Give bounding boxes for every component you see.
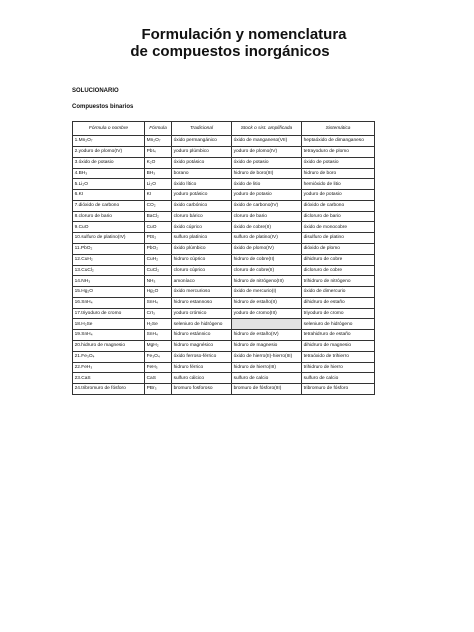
cell-formula-or-name: 9.CuO: [73, 222, 145, 233]
cell-formula-or-name: 24.tribromuro de fósforo: [73, 384, 145, 395]
cell-traditional: hidruro férrico: [172, 362, 232, 373]
col-header-formula: Fórmula: [145, 122, 172, 136]
section-heading: Compuestos binarios: [72, 104, 134, 110]
cell-systematic: disulfuro de platino: [302, 233, 375, 244]
cell-traditional: hidruro estannoso: [172, 297, 232, 308]
cell-formula: SnH₄: [145, 330, 172, 341]
cell-traditional: hidruro estánnico: [172, 330, 232, 341]
cell-systematic: dihidruro de cobre: [302, 254, 375, 265]
cell-formula-or-name: 11.PbO₂: [73, 244, 145, 255]
cell-formula-or-name: 1.Mn₂O₇: [73, 136, 145, 147]
table-row: [73, 157, 375, 168]
cell-systematic: tetrahidruro de estaño: [302, 330, 375, 341]
cell-traditional: yoduro plúmbico: [172, 146, 232, 157]
cell-systematic: tribromuro de fósforo: [302, 384, 375, 395]
title-line-1: Formulación y nomenclatura: [141, 26, 347, 43]
cell-formula: PBr₃: [145, 384, 172, 395]
table-row: [73, 233, 375, 244]
cell-formula: FeH₃: [145, 362, 172, 373]
cell-formula-or-name: 12.CuH₂: [73, 254, 145, 265]
cell-formula-or-name: 6.KI: [73, 190, 145, 201]
table-row: [73, 146, 375, 157]
cell-systematic: trihidruro de hierro: [302, 362, 375, 373]
table-header-row: [73, 122, 375, 136]
table-row: [73, 287, 375, 298]
cell-systematic: trihidruro de nitrógeno: [302, 276, 375, 287]
cell-formula: Fe₃O₄: [145, 351, 172, 362]
cell-traditional: hidruro cúprico: [172, 254, 232, 265]
cell-stock: hidruro de hierro(III): [232, 362, 302, 373]
cell-traditional: amoníaco: [172, 276, 232, 287]
cell-formula-or-name: 10.sulfuro de platino(IV): [73, 233, 145, 244]
subtitle: SOLUCIONARIO: [72, 88, 119, 94]
cell-formula-or-name: 7.dióxido de carbono: [73, 200, 145, 211]
cell-systematic: seleniuro de hidrógeno: [302, 319, 375, 330]
cell-stock: hidruro de boro(III): [232, 168, 302, 179]
cell-systematic: hemióxido de litio: [302, 179, 375, 190]
cell-systematic: óxido de monocobre: [302, 222, 375, 233]
cell-traditional: seleniuro de hidrógeno: [172, 319, 232, 330]
cell-stock: óxido de potasio: [232, 157, 302, 168]
table-row: [73, 265, 375, 276]
cell-stock: óxido de cobre(II): [232, 222, 302, 233]
cell-systematic: triyoduro de cromo: [302, 308, 375, 319]
cell-formula-or-name: 14.NH₃: [73, 276, 145, 287]
cell-traditional: yoduro crómico: [172, 308, 232, 319]
cell-formula: CaS: [145, 373, 172, 384]
cell-formula: BaCl₂: [145, 211, 172, 222]
compounds-table: [72, 121, 375, 395]
cell-systematic: sulfuro de calcio: [302, 373, 375, 384]
cell-traditional: óxido potásico: [172, 157, 232, 168]
cell-stock: bromuro de fósforo(III): [232, 384, 302, 395]
cell-traditional: óxido lítico: [172, 179, 232, 190]
cell-formula-or-name: 4.BH₃: [73, 168, 145, 179]
cell-systematic: dicloruro de cobre: [302, 265, 375, 276]
table-row: [73, 168, 375, 179]
col-header-systematic: Sistemática: [302, 122, 375, 136]
cell-formula-or-name: 15.Hg₂O: [73, 287, 145, 298]
col-header-formula-or-name: Fórmula o nombre: [73, 122, 145, 136]
cell-traditional: hidruro magnésico: [172, 341, 232, 352]
cell-formula-or-name: 13.CuCl₂: [73, 265, 145, 276]
cell-formula: Li₂O: [145, 179, 172, 190]
cell-stock: óxido de carbono(IV): [232, 200, 302, 211]
cell-formula: CrI₃: [145, 308, 172, 319]
cell-stock: óxido de manganeso(VII): [232, 136, 302, 147]
cell-traditional: óxido mercurioso: [172, 287, 232, 298]
table-row: [73, 222, 375, 233]
table-row: [73, 211, 375, 222]
table-row: [73, 244, 375, 255]
cell-formula-or-name: 5.Li₂O: [73, 179, 145, 190]
cell-formula-or-name: 17.triyoduro de cromo: [73, 308, 145, 319]
table-row: [73, 297, 375, 308]
table-row: [73, 254, 375, 265]
cell-formula: SnH₄: [145, 297, 172, 308]
table-row: [73, 136, 375, 147]
table-row: [73, 330, 375, 341]
table-row: [73, 341, 375, 352]
cell-formula-or-name: 2.yoduro de plomo(IV): [73, 146, 145, 157]
cell-stock: hidruro de estaño(IV): [232, 330, 302, 341]
cell-stock: cloruro de bario: [232, 211, 302, 222]
cell-stock: yoduro de cromo(III): [232, 308, 302, 319]
cell-traditional: borano: [172, 168, 232, 179]
cell-systematic: yoduro de potasio: [302, 190, 375, 201]
cell-stock: cloruro de cobre(II): [232, 265, 302, 276]
cell-formula-or-name: 21.Fe₃O₄: [73, 351, 145, 362]
cell-formula: Hg₂O: [145, 287, 172, 298]
cell-traditional: cloruro cúprico: [172, 265, 232, 276]
cell-formula: MgH₂: [145, 341, 172, 352]
table-row: [73, 319, 375, 330]
cell-systematic: dihidruro de magnesio: [302, 341, 375, 352]
cell-stock: sulfuro de calcio: [232, 373, 302, 384]
cell-formula: CuCl₂: [145, 265, 172, 276]
table-row: [73, 362, 375, 373]
table-row: [73, 179, 375, 190]
cell-traditional: óxido plúmbico: [172, 244, 232, 255]
table-row: [73, 308, 375, 319]
cell-traditional: óxido permangánico: [172, 136, 232, 147]
col-header-stock: Stock o sist. amplificada: [232, 122, 302, 136]
cell-stock: hidruro de nitrógeno(III): [232, 276, 302, 287]
cell-stock: óxido de mercurio(I): [232, 287, 302, 298]
cell-systematic: óxido de dimercurio: [302, 287, 375, 298]
table-row: [73, 200, 375, 211]
cell-formula-or-name: 20.hidruro de magnesio: [73, 341, 145, 352]
table-row: [73, 190, 375, 201]
cell-traditional: cloruro bárico: [172, 211, 232, 222]
cell-formula: PbO₂: [145, 244, 172, 255]
cell-systematic: dióxido de plomo: [302, 244, 375, 255]
cell-stock: yoduro de plomo(IV): [232, 146, 302, 157]
cell-formula-or-name: 16.SnH₄: [73, 297, 145, 308]
table-row: [73, 276, 375, 287]
cell-systematic: tetrayoduro de plomo: [302, 146, 375, 157]
cell-systematic: dihidruro de estaño: [302, 297, 375, 308]
cell-formula: PtS₂: [145, 233, 172, 244]
cell-stock: óxido de hierro(II)-hierro(III): [232, 351, 302, 362]
cell-formula: CuH₂: [145, 254, 172, 265]
table-row: [73, 351, 375, 362]
cell-formula-or-name: 22.FeH₃: [73, 362, 145, 373]
cell-formula: NH₃: [145, 276, 172, 287]
cell-formula: K₂O: [145, 157, 172, 168]
title-line-2: de compuestos inorgánicos: [130, 43, 330, 60]
cell-formula-or-name: 3.óxido de potasio: [73, 157, 145, 168]
cell-systematic: heptaóxido de dimanganeso: [302, 136, 375, 147]
cell-formula: Mn₂O₇: [145, 136, 172, 147]
cell-traditional: óxido cúprico: [172, 222, 232, 233]
cell-formula-or-name: 23.CaS: [73, 373, 145, 384]
table-row: [73, 373, 375, 384]
cell-formula-or-name: 8.cloruro de bario: [73, 211, 145, 222]
cell-stock: yoduro de potasio: [232, 190, 302, 201]
cell-stock: hidruro de magnesio: [232, 341, 302, 352]
cell-systematic: óxido de potasio: [302, 157, 375, 168]
col-header-traditional: Tradicional: [172, 122, 232, 136]
cell-formula: CuO: [145, 222, 172, 233]
cell-traditional: óxido carbónico: [172, 200, 232, 211]
cell-stock: hidruro de estaño(II): [232, 297, 302, 308]
cell-traditional: yoduro potásico: [172, 190, 232, 201]
cell-stock: hidruro de cobre(II): [232, 254, 302, 265]
cell-stock: [232, 319, 302, 330]
cell-formula-or-name: 18.H₂Se: [73, 319, 145, 330]
cell-stock: sulfuro de platino(IV): [232, 233, 302, 244]
cell-traditional: sulfuro platínico: [172, 233, 232, 244]
cell-formula: KI: [145, 190, 172, 201]
cell-formula: H₂Se: [145, 319, 172, 330]
cell-systematic: tetraóxido de trihierro: [302, 351, 375, 362]
cell-systematic: dióxido de carbono: [302, 200, 375, 211]
table-row: [73, 384, 375, 395]
cell-formula-or-name: 19.SnH₄: [73, 330, 145, 341]
cell-stock: óxido de litio: [232, 179, 302, 190]
cell-systematic: dicloruro de bario: [302, 211, 375, 222]
cell-formula: CO₂: [145, 200, 172, 211]
page-title: [0, 26, 474, 60]
cell-traditional: sulfuro cálcico: [172, 373, 232, 384]
cell-formula: PbI₄: [145, 146, 172, 157]
cell-systematic: hidruro de boro: [302, 168, 375, 179]
cell-traditional: bromuro fosforoso: [172, 384, 232, 395]
cell-stock: óxido de plomo(IV): [232, 244, 302, 255]
cell-formula: BH₃: [145, 168, 172, 179]
cell-traditional: óxido ferroso-férrico: [172, 351, 232, 362]
